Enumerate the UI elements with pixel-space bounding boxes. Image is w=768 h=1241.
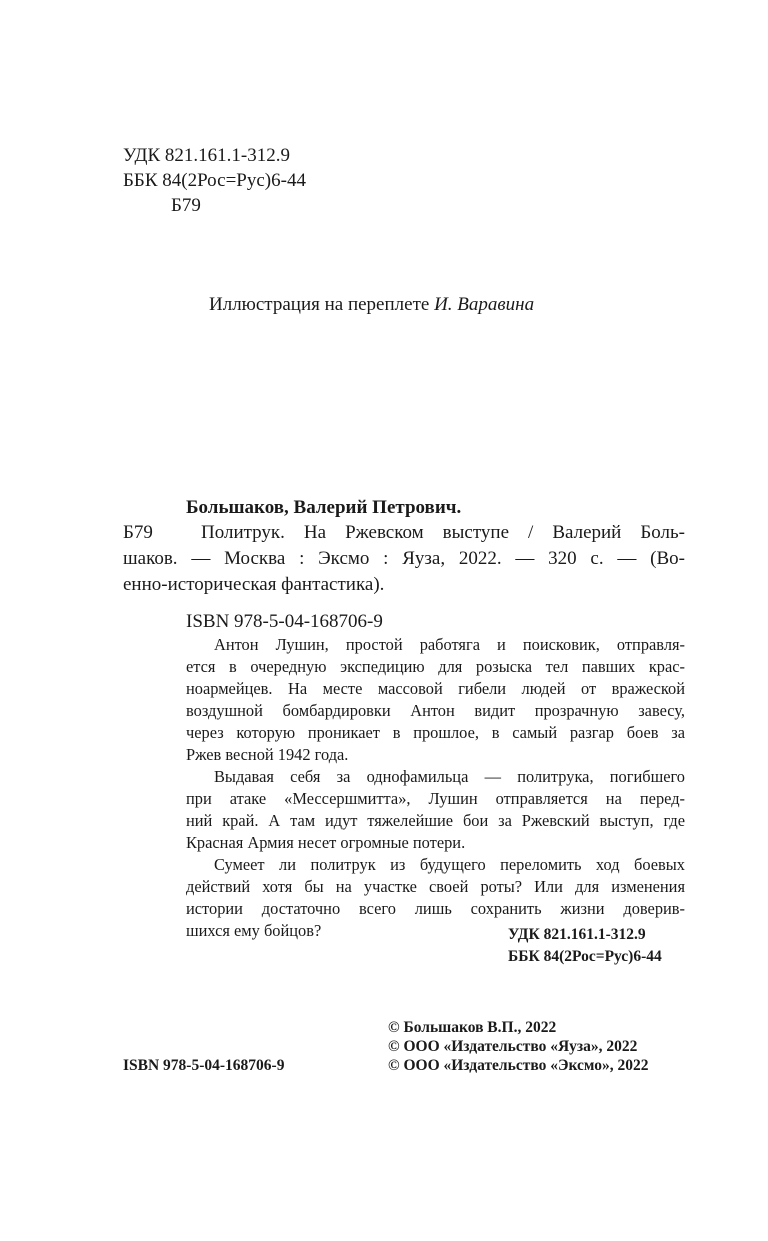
- illustration-credit: [209, 292, 534, 317]
- bbk-code: ББК 84(2Рос=Рус)6-44: [123, 170, 306, 191]
- annotation-line: Выдавая себя за однофамильца — политрука, погибшего: [214, 767, 685, 786]
- annotation-line: ний край. А там идут тяжелейшие бои за Ржевский выступ, где: [186, 811, 685, 830]
- bottom-udk-code: УДК 821.161.1-312.9: [508, 926, 646, 943]
- annotation-line: Антон Лушин, простой работяга и поисковик, отправля-: [214, 635, 685, 654]
- annotation-line: действий хотя бы на участке своей роты? Или для изменения: [186, 877, 685, 896]
- udk-code: УДК 821.161.1-312.9: [123, 145, 290, 166]
- annotation-line: шихся ему бойцов?: [186, 921, 322, 940]
- annotation-line: Красная Армия несет огромные потери.: [186, 833, 466, 852]
- bib-line-3: енно-историческая фантастика).: [123, 574, 385, 595]
- copyright-isbn: ISBN 978-5-04-168706-9: [123, 1057, 285, 1074]
- bottom-bbk-code: ББК 84(2Рос=Рус)6-44: [508, 948, 662, 965]
- annotation-line: Сумеет ли политрук из будущего переломить ход боевых: [214, 855, 685, 874]
- annotation-line: при атаке «Мессершмитта», Лушин отправляется на перед-: [186, 789, 685, 808]
- annotation-line: истории достаточно всего лишь сохранить жизни доверив-: [186, 899, 685, 918]
- bib-line-2: шаков. — Москва : Эксмо : Яуза, 2022. — 320 с. — (Во-: [123, 548, 685, 569]
- bib-code: Б79: [123, 522, 153, 543]
- author-heading: Большаков, Валерий Петрович.: [186, 497, 462, 518]
- copyright-line: © ООО «Издательство «Эксмо», 2022: [388, 1057, 649, 1074]
- bib-isbn: ISBN 978-5-04-168706-9: [186, 611, 383, 632]
- annotation-line: воздушной бомбардировки Антон видит прозрачную завесу,: [186, 701, 685, 720]
- annotation-line: ется в очередную экспедицию для розыска тел павших крас-: [186, 657, 685, 676]
- illustration-prefix: Иллюстрация на переплете: [209, 294, 430, 315]
- copyright-line: © Большаков В.П., 2022: [388, 1019, 557, 1036]
- copyright-line: © ООО «Издательство «Яуза», 2022: [388, 1038, 638, 1055]
- annotation-line: Ржев весной 1942 года.: [186, 745, 349, 764]
- author-sign-code: Б79: [171, 195, 201, 216]
- illustration-artist: И. Варавина: [434, 294, 535, 315]
- bib-line-1: Политрук. На Ржевском выступе / Валерий Боль-: [201, 522, 685, 543]
- annotation-line: ноармейцев. На месте массовой гибели людей от вражеской: [186, 679, 685, 698]
- annotation-line: через которую проникает в прошлое, в самый разгар боев за: [186, 723, 685, 742]
